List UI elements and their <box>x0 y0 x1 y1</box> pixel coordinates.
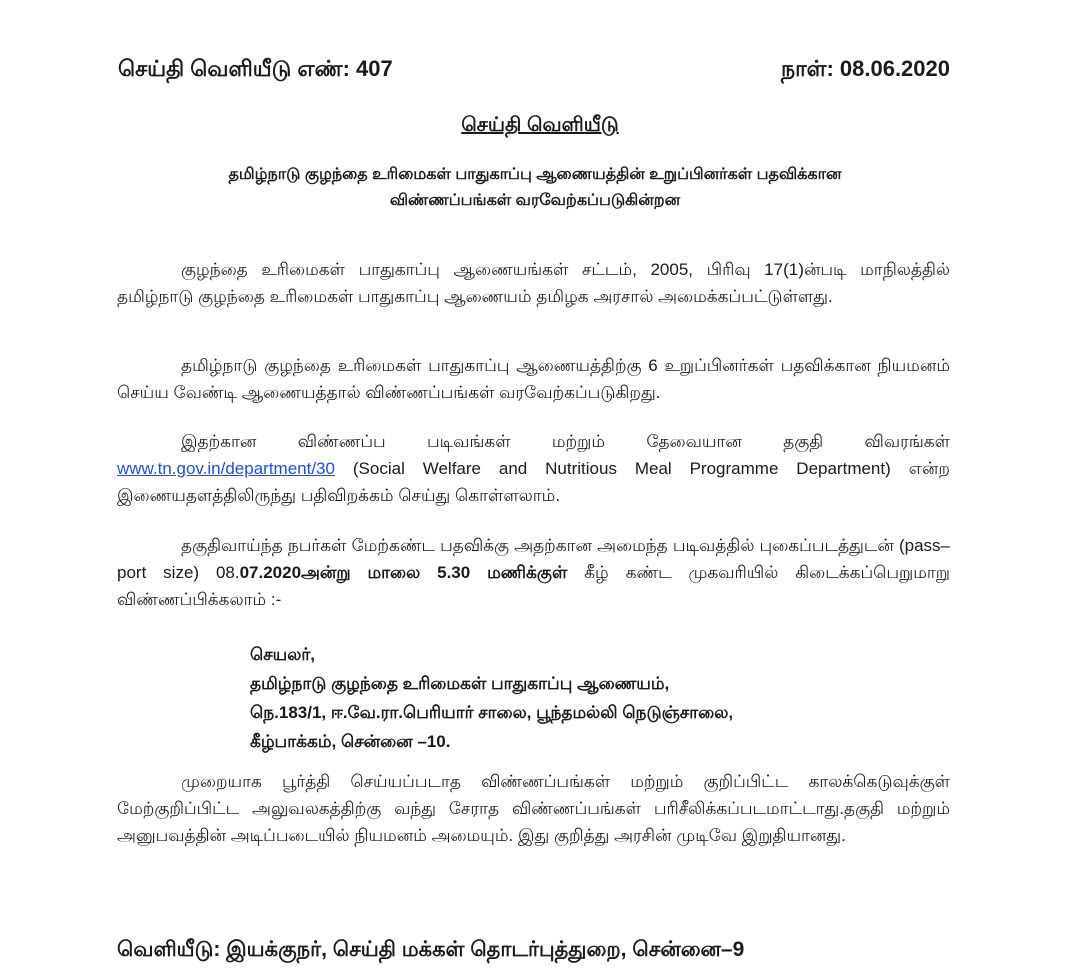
address-line-4: கீழ்பாக்கம், சென்னை –10. <box>250 732 451 751</box>
paragraph-3-text-b: (Social Welfare and Nutritious Meal Programme Department) என்ற இணையதளத்திலிருந்து பதிவிறக்கம் செய்து கொள்ளலாம். <box>117 459 950 505</box>
address-block <box>250 640 733 756</box>
paragraph-3 <box>117 428 950 509</box>
deadline-text: 07.2020அன்று மாலை 5.30 மணிக்குள் <box>239 563 568 582</box>
subtitle-line-2: விண்ணப்பங்கள் வரவேற்கப்படுகின்றன <box>389 192 681 209</box>
release-date: நாள்: 08.06.2020 <box>780 56 950 81</box>
address-line-1: செயலர், <box>250 645 315 664</box>
department-website-link[interactable]: www.tn.gov.in/department/30 <box>117 459 335 478</box>
paragraph-2: தமிழ்நாடு குழந்தை உரிமைகள் பாதுகாப்பு ஆணையத்திற்கு 6 உறுப்பினர்கள் பதவிக்கான நியமனம் செய்ய வேண்டி ஆணையத்தால் விண்ணப்பங்கள் வரவேற்கப்படுகிறது. <box>117 356 950 402</box>
paragraph-4 <box>117 532 950 613</box>
address-line-2: தமிழ்நாடு குழந்தை உரிமைகள் பாதுகாப்பு ஆணையம், <box>250 674 670 693</box>
footer-publisher: வெளியீடு: இயக்குநர், செய்தி மக்கள் தொடர்புத்துறை, சென்னை–9 <box>117 938 745 961</box>
page-title: செய்தி வெளியீடு <box>461 114 619 136</box>
subtitle-line-1: தமிழ்நாடு குழந்தை உரிமைகள் பாதுகாப்பு ஆணையத்தின் உறுப்பினர்கள் பதவிக்கான <box>228 166 842 183</box>
address-line-3: நெ.183/1, ஈ.வே.ரா.பெரியார் சாலை, பூந்தமல்லி நெடுஞ்சாலை, <box>250 703 734 722</box>
paragraph-5: முறையாக பூர்த்தி செய்யப்படாத விண்ணப்பங்கள் மற்றும் குறிப்பிட்ட காலக்கெடுவுக்குள் மேற்குறிப்பிட்ட அலுவலகத்திற்கு வந்து சேராத விண்ணப்பங்கள் பரிசீலிக்கப்படமாட்டாது.தகுதி மற்றும் அனுபவத்தின் அடிப்படையில் நியமனம் அமையும். இது குறித்து அரசின் முடிவே இறுதியானது. <box>117 772 950 845</box>
release-number: செய்தி வெளியீடு எண்: 407 <box>118 56 393 81</box>
paragraph-4-text-a: தகுதிவாய்ந்த நபர்கள் மேற்கண்ட பதவிக்கு அதற்கான அமைந்த படிவத்தில் புகைப்படத்துடன் (pass–port size) 08. <box>117 536 950 582</box>
subtitle <box>120 162 950 214</box>
paragraph-4-text-b: கீழ் கண்ட முகவரியில் கிடைக்கப்பெறுமாறு விண்ணப்பிக்கலாம் :- <box>117 563 950 609</box>
paragraph-1: குழந்தை உரிமைகள் பாதுகாப்பு ஆணையங்கள் சட்டம், 2005, பிரிவு 17(1)ன்படி மாநிலத்தில் தமிழ்நாடு குழந்தை உரிமைகள் பாதுகாப்பு ஆணையம் தமிழக அரசால் அமைக்கப்பட்டுள்ளது. <box>117 260 950 306</box>
paragraph-3-text-a: இதற்கான விண்ணப்ப படிவங்கள் மற்றும் தேவையான தகுதி விவரங்கள் <box>181 432 950 451</box>
